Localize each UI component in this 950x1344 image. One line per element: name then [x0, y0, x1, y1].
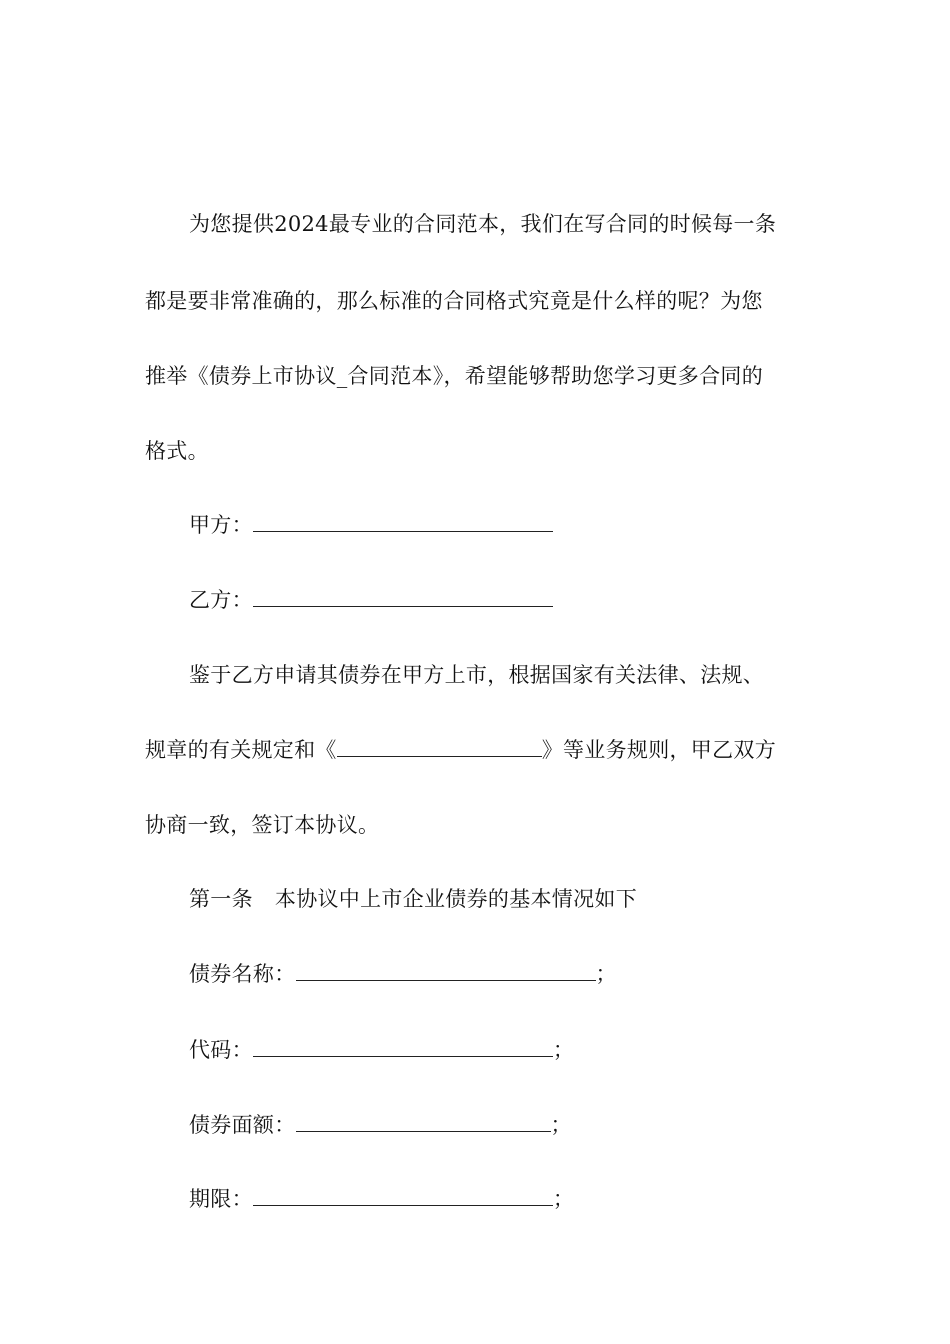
preamble-line-1: 鉴于乙方申请其债券在甲方上市，根据国家有关法律、法规、 [189, 663, 765, 687]
term-label: 期限： [189, 1187, 253, 1211]
bond-name-terminator: ； [595, 962, 617, 986]
term-terminator: ； [552, 1187, 575, 1211]
party-a-row [189, 510, 869, 540]
code-row [189, 1035, 869, 1065]
party-b-label: 乙方： [189, 588, 253, 612]
party-b-blank[interactable] [253, 586, 553, 607]
face-value-terminator: ； [550, 1113, 572, 1137]
article-1-title: 本协议中上市企业债券的基本情况如下 [274, 887, 638, 911]
code-terminator: ； [552, 1038, 575, 1062]
party-b-row [189, 585, 869, 615]
preamble-line-3: 协商一致，签订本协议。 [145, 813, 380, 837]
intro-line-1: 为您提供2024最专业的合同范本，我们在写合同的时候每一条 [189, 212, 777, 236]
term-blank[interactable] [253, 1185, 553, 1206]
face-value-blank[interactable] [296, 1111, 551, 1132]
face-value-row [189, 1110, 869, 1140]
preamble-line-2-prefix: 规章的有关规定和《 [145, 738, 337, 762]
preamble-line-2-suffix: 》等业务规则，甲乙双方 [541, 738, 777, 762]
party-a-blank[interactable] [253, 511, 553, 532]
intro-line-2: 都是要非常准确的，那么标准的合同格式究竟是什么样的呢？为您 [145, 289, 763, 313]
rules-name-blank[interactable] [337, 736, 542, 757]
article-1-number: 第一条 [189, 887, 253, 911]
code-label: 代码： [189, 1038, 253, 1062]
bond-name-blank[interactable] [296, 960, 596, 981]
preamble-line-2 [145, 735, 825, 765]
bond-name-label: 债券名称： [189, 962, 296, 986]
intro-line-3: 推举《债券上市协议_合同范本》，希望能够帮助您学习更多合同的 [145, 364, 763, 388]
face-value-label: 债券面额： [189, 1113, 296, 1137]
party-a-label: 甲方： [189, 513, 253, 537]
term-row [189, 1184, 869, 1214]
code-blank[interactable] [253, 1036, 553, 1057]
intro-line-4: 格式。 [145, 439, 209, 463]
bond-name-row [189, 959, 869, 989]
article-1-heading [189, 884, 869, 914]
